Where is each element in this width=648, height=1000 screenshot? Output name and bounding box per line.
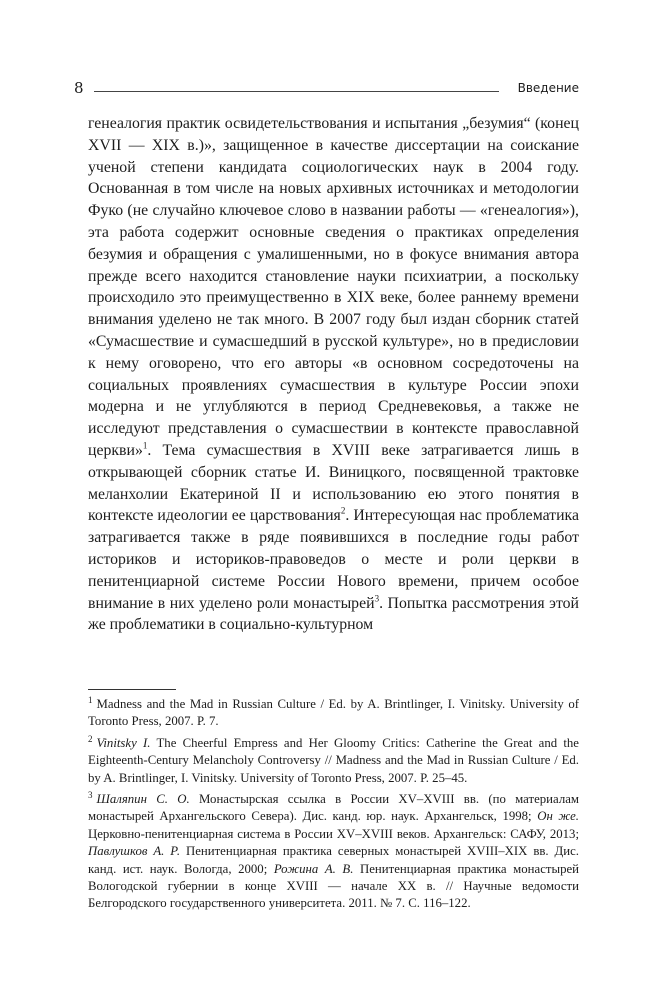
footnote-ref-2[interactable]: 2 [340, 506, 346, 517]
footnote-text: Madness and the Mad in Russian Culture / Ed. by A. Brintlinger, I. Vinitsky. University of Toronto Press, 2007. P. 7. [88, 697, 579, 729]
footnote-rule [88, 689, 176, 690]
footnote-text: Церковно-пенитенциарная система в России XV–XVIII веков. Архангельск: САФУ, 2013; [88, 826, 579, 841]
footnote-author: Он же. [537, 809, 579, 824]
footnote-text: Пенитенциарная практика северных монастырей XVIII–XIX вв. Дис. канд. ист. наук. Вологда, 2000; [88, 844, 579, 876]
footnote-1 [88, 696, 579, 731]
footnote-author: Vinitsky I. [96, 735, 151, 750]
text-segment: . Интересующая нас проблематика затрагивается также в ряде появившихся в последние годы работ историков и историков-правоведов о месте и роли церкви в пенитенциарной системе России Нового времени, причем особое внимание в них уделено роли монастырей [88, 507, 579, 612]
footnote-number: 2 [88, 733, 93, 744]
footnote-ref-1[interactable]: 1 [142, 440, 148, 451]
footnote-2 [88, 735, 579, 787]
footnote-author: Шаляпин С. О. [96, 792, 190, 807]
page-number: 8 [74, 79, 84, 97]
footnote-text: The Cheerful Empress and Her Gloomy Critics: Catherine the Great and the Eighteenth-Century Melancholy Controversy // Madness and the Mad in Russian Culture / Ed. by A. Brintlinger, I. Vinitsky. University of Toronto Press, 2007. P. 25–45. [88, 735, 579, 785]
footnote-text: Монастырская ссылка в России XV–XVIII вв. (по материалам монастырей Архангельского Севера). Дис. канд. юр. наук. Архангельск, 1998; [88, 792, 579, 824]
footnote-ref-3[interactable]: 3 [374, 593, 380, 604]
running-title: Введение [517, 81, 579, 95]
footnotes [88, 696, 579, 917]
text-segment: . Попытка рассмотрения этой же проблематики в социально-культурном [88, 594, 579, 634]
page-header [74, 78, 579, 98]
footnote-number: 1 [88, 694, 93, 705]
footnote-number: 3 [88, 789, 93, 800]
text-segment: . Тема сумасшествия в XVIII веке затрагивается лишь в открывающей сборник статье И. Виницкого, посвященной трактовке меланхолии Екатериной II и использованию ею этого понятия в контексте идеологии ее царствования [88, 441, 579, 525]
header-rule [94, 91, 499, 92]
footnote-author: Павлушков А. Р. [88, 844, 181, 859]
text-segment: генеалогия практик освидетельствования и испытания „безумия“ (конец XVII — XIX в.)», защищенное в качестве диссертации на соискание ученой степени кандидата социологических наук в 2004 году. Основанная в том числе на новых архивных источниках и методологии Фуко (не случайно ключевое слово в названии работы — «генеалогия»), эта работа содержит основные сведения о практиках определения безумия и обращения с умалишенными, но в фокусе внимания автора прежде всего находится становление науки психиатрии, а поскольку происходило это преимущественно в XIX веке, более раннему времени внимания уделено не так много. В 2007 году был издан сборник статей «Сумасшествие и сумасшедший в русской культуре», но в предисловии к нему оговорено, что его авторы «в основном сосредоточены на социальных проявлениях сумасшествия в культуре России эпохи модерна и не углубляются в период Средневековья, а также не исследуют представления о сумасшествии в контексте православной церкви» [88, 115, 579, 459]
footnote-author: Рожина А. В. [273, 861, 354, 876]
footnote-text: Пенитенциарная практика монастырей Вологодской губернии в конце XVIII — начале XX в. // Научные ведомости Белгородского государственного университета. 2011. № 7. С. 116–122. [88, 861, 579, 911]
footnote-3 [88, 791, 579, 913]
body-paragraph [88, 113, 579, 636]
